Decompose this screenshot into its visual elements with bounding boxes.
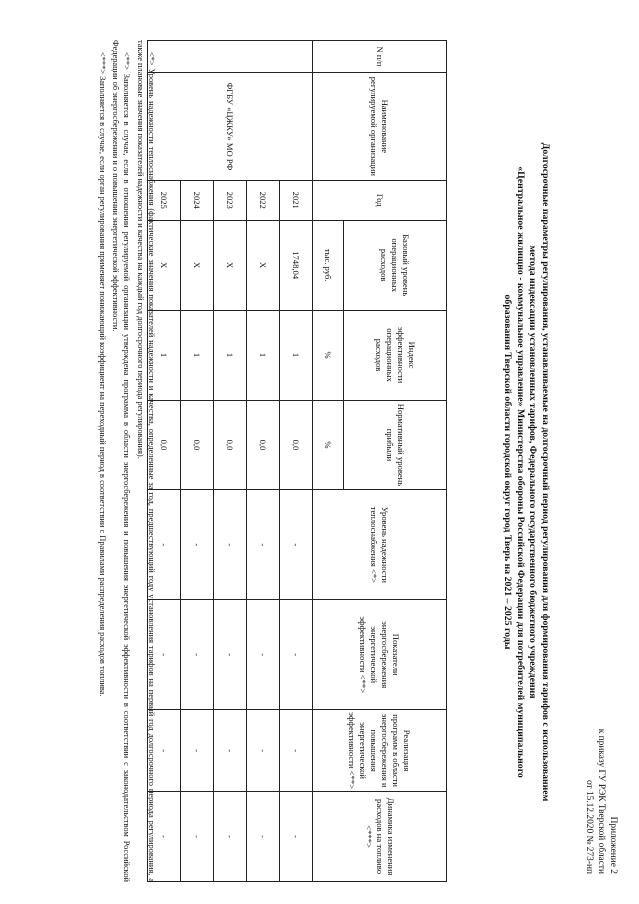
cell-efficiency-index: 1 <box>247 310 280 400</box>
cell-energy-indicators: - <box>148 600 181 710</box>
document-title <box>501 120 551 824</box>
cell-programs: - <box>247 710 280 792</box>
header-num: N п/п <box>313 41 447 73</box>
cell-num <box>148 41 313 73</box>
cell-efficiency-index: 1 <box>181 310 214 400</box>
cell-year: 2023 <box>214 180 247 220</box>
cell-year: 2021 <box>280 180 313 220</box>
cell-profit: 0,0 <box>247 400 280 490</box>
cell-base-costs: X <box>214 220 247 310</box>
cell-reliability: - <box>280 490 313 600</box>
cell-energy-indicators: - <box>247 600 280 710</box>
annex-header <box>583 674 619 874</box>
cell-base-costs: 1748,04 <box>280 220 313 310</box>
header-org: Наименование регулируемой организации <box>313 72 447 180</box>
title-line-2: метода индексации установленных тарифов, Федерального государственного бюджетного учреждения <box>527 245 539 699</box>
cell-reliability: - <box>181 490 214 600</box>
annex-line-3: от 15.12.2020 № 273-нп <box>584 779 594 874</box>
cell-base-costs: X <box>148 220 181 310</box>
unit-base-costs: тыс. руб. <box>313 220 344 310</box>
cell-base-costs: X <box>247 220 280 310</box>
cell-profit: 0,0 <box>148 400 181 490</box>
header-profit: Нормативный уровень прибыли <box>344 400 447 490</box>
title-line-3: «Центральное жилищно - коммунальное управление» Министерства обороны Российской Федерации для потребителей муниципального <box>515 166 526 778</box>
footnote-3: <***> Заполняется в случае, если орган регулирования применяет понижающий коэффициент на переходный период в соответствии с Правилами распределения расходов топлива. <box>97 52 107 697</box>
table-row <box>280 41 313 882</box>
cell-energy-indicators: - <box>181 600 214 710</box>
cell-profit: 0,0 <box>181 400 214 490</box>
cell-programs: - <box>181 710 214 792</box>
cell-base-costs: X <box>181 220 214 310</box>
header-year: Год <box>313 180 447 220</box>
cell-reliability: - <box>214 490 247 600</box>
table-header-row <box>344 41 447 882</box>
cell-fuel-dynamics: - <box>181 792 214 882</box>
cell-year: 2022 <box>247 180 280 220</box>
cell-org-name: ФГБУ «ЦЖКУ» МО РФ <box>148 72 313 180</box>
cell-profit: 0,0 <box>214 400 247 490</box>
header-fuel-dynamics: Динамика изменения расходов на топливо <***> <box>313 792 447 882</box>
header-reliability: Уровень надежности теплоснабжения <*> <box>313 490 447 600</box>
header-efficiency-index: Индекс эффективности операционных расходов <box>344 310 447 400</box>
cell-energy-indicators: - <box>214 600 247 710</box>
cell-programs: - <box>148 710 181 792</box>
annex-line-1: Приложение 2 <box>608 816 618 874</box>
cell-fuel-dynamics: - <box>148 792 181 882</box>
cell-profit: 0,0 <box>280 400 313 490</box>
cell-efficiency-index: 1 <box>214 310 247 400</box>
cell-fuel-dynamics: - <box>214 792 247 882</box>
cell-reliability: - <box>247 490 280 600</box>
annex-line-2: к приказу ГУ РЭК Тверской области <box>596 728 606 874</box>
cell-year: 2024 <box>181 180 214 220</box>
unit-efficiency-index: % <box>313 310 344 400</box>
unit-profit: % <box>313 400 344 490</box>
header-base-costs: Базовый уровень операционных расходов <box>344 220 447 310</box>
cell-efficiency-index: 1 <box>148 310 181 400</box>
cell-programs: - <box>280 710 313 792</box>
cell-fuel-dynamics: - <box>247 792 280 882</box>
cell-efficiency-index: 1 <box>280 310 313 400</box>
footnotes <box>95 40 157 882</box>
title-line-1: Долгосрочные параметры регулирования, устанавливаемые на долгосрочный период регулирования для формирования тарифов с использованием <box>540 142 551 802</box>
cell-year: 2025 <box>148 180 181 220</box>
footnote-2: <**> Заполняется в случае, если в отношении регулируемой организации утверждена программа в области энергосбережения и повышения энергетической эффективности в соответствии с законодательством Российской Федерации об энергосбережении и о повышении энергетической эффективности. <box>111 40 132 882</box>
header-energy-indicators: Показатели энергосбережения энергетической эффективности <**> <box>313 600 447 710</box>
cell-fuel-dynamics: - <box>280 792 313 882</box>
cell-energy-indicators: - <box>280 600 313 710</box>
title-line-4: образования Тверской области городской округ город Тверь на 2021 – 2025 годы <box>502 294 514 650</box>
footnote-1: <*> Уровень надежности теплоснабжения (фактические значения показателей надежности и качества, определенные за год, предшествующий году установления тарифов на первый год долгосрочного периода регулирования, а также плановые значения показателей надежности и качества на каждый год долгосрочного периода регулирования). <box>135 40 156 882</box>
header-programs: Реализация программ в области энергосбережения и повышения энергетической эффективности <**> <box>313 710 447 792</box>
parameters-table <box>147 40 447 882</box>
cell-programs: - <box>214 710 247 792</box>
cell-reliability: - <box>148 490 181 600</box>
